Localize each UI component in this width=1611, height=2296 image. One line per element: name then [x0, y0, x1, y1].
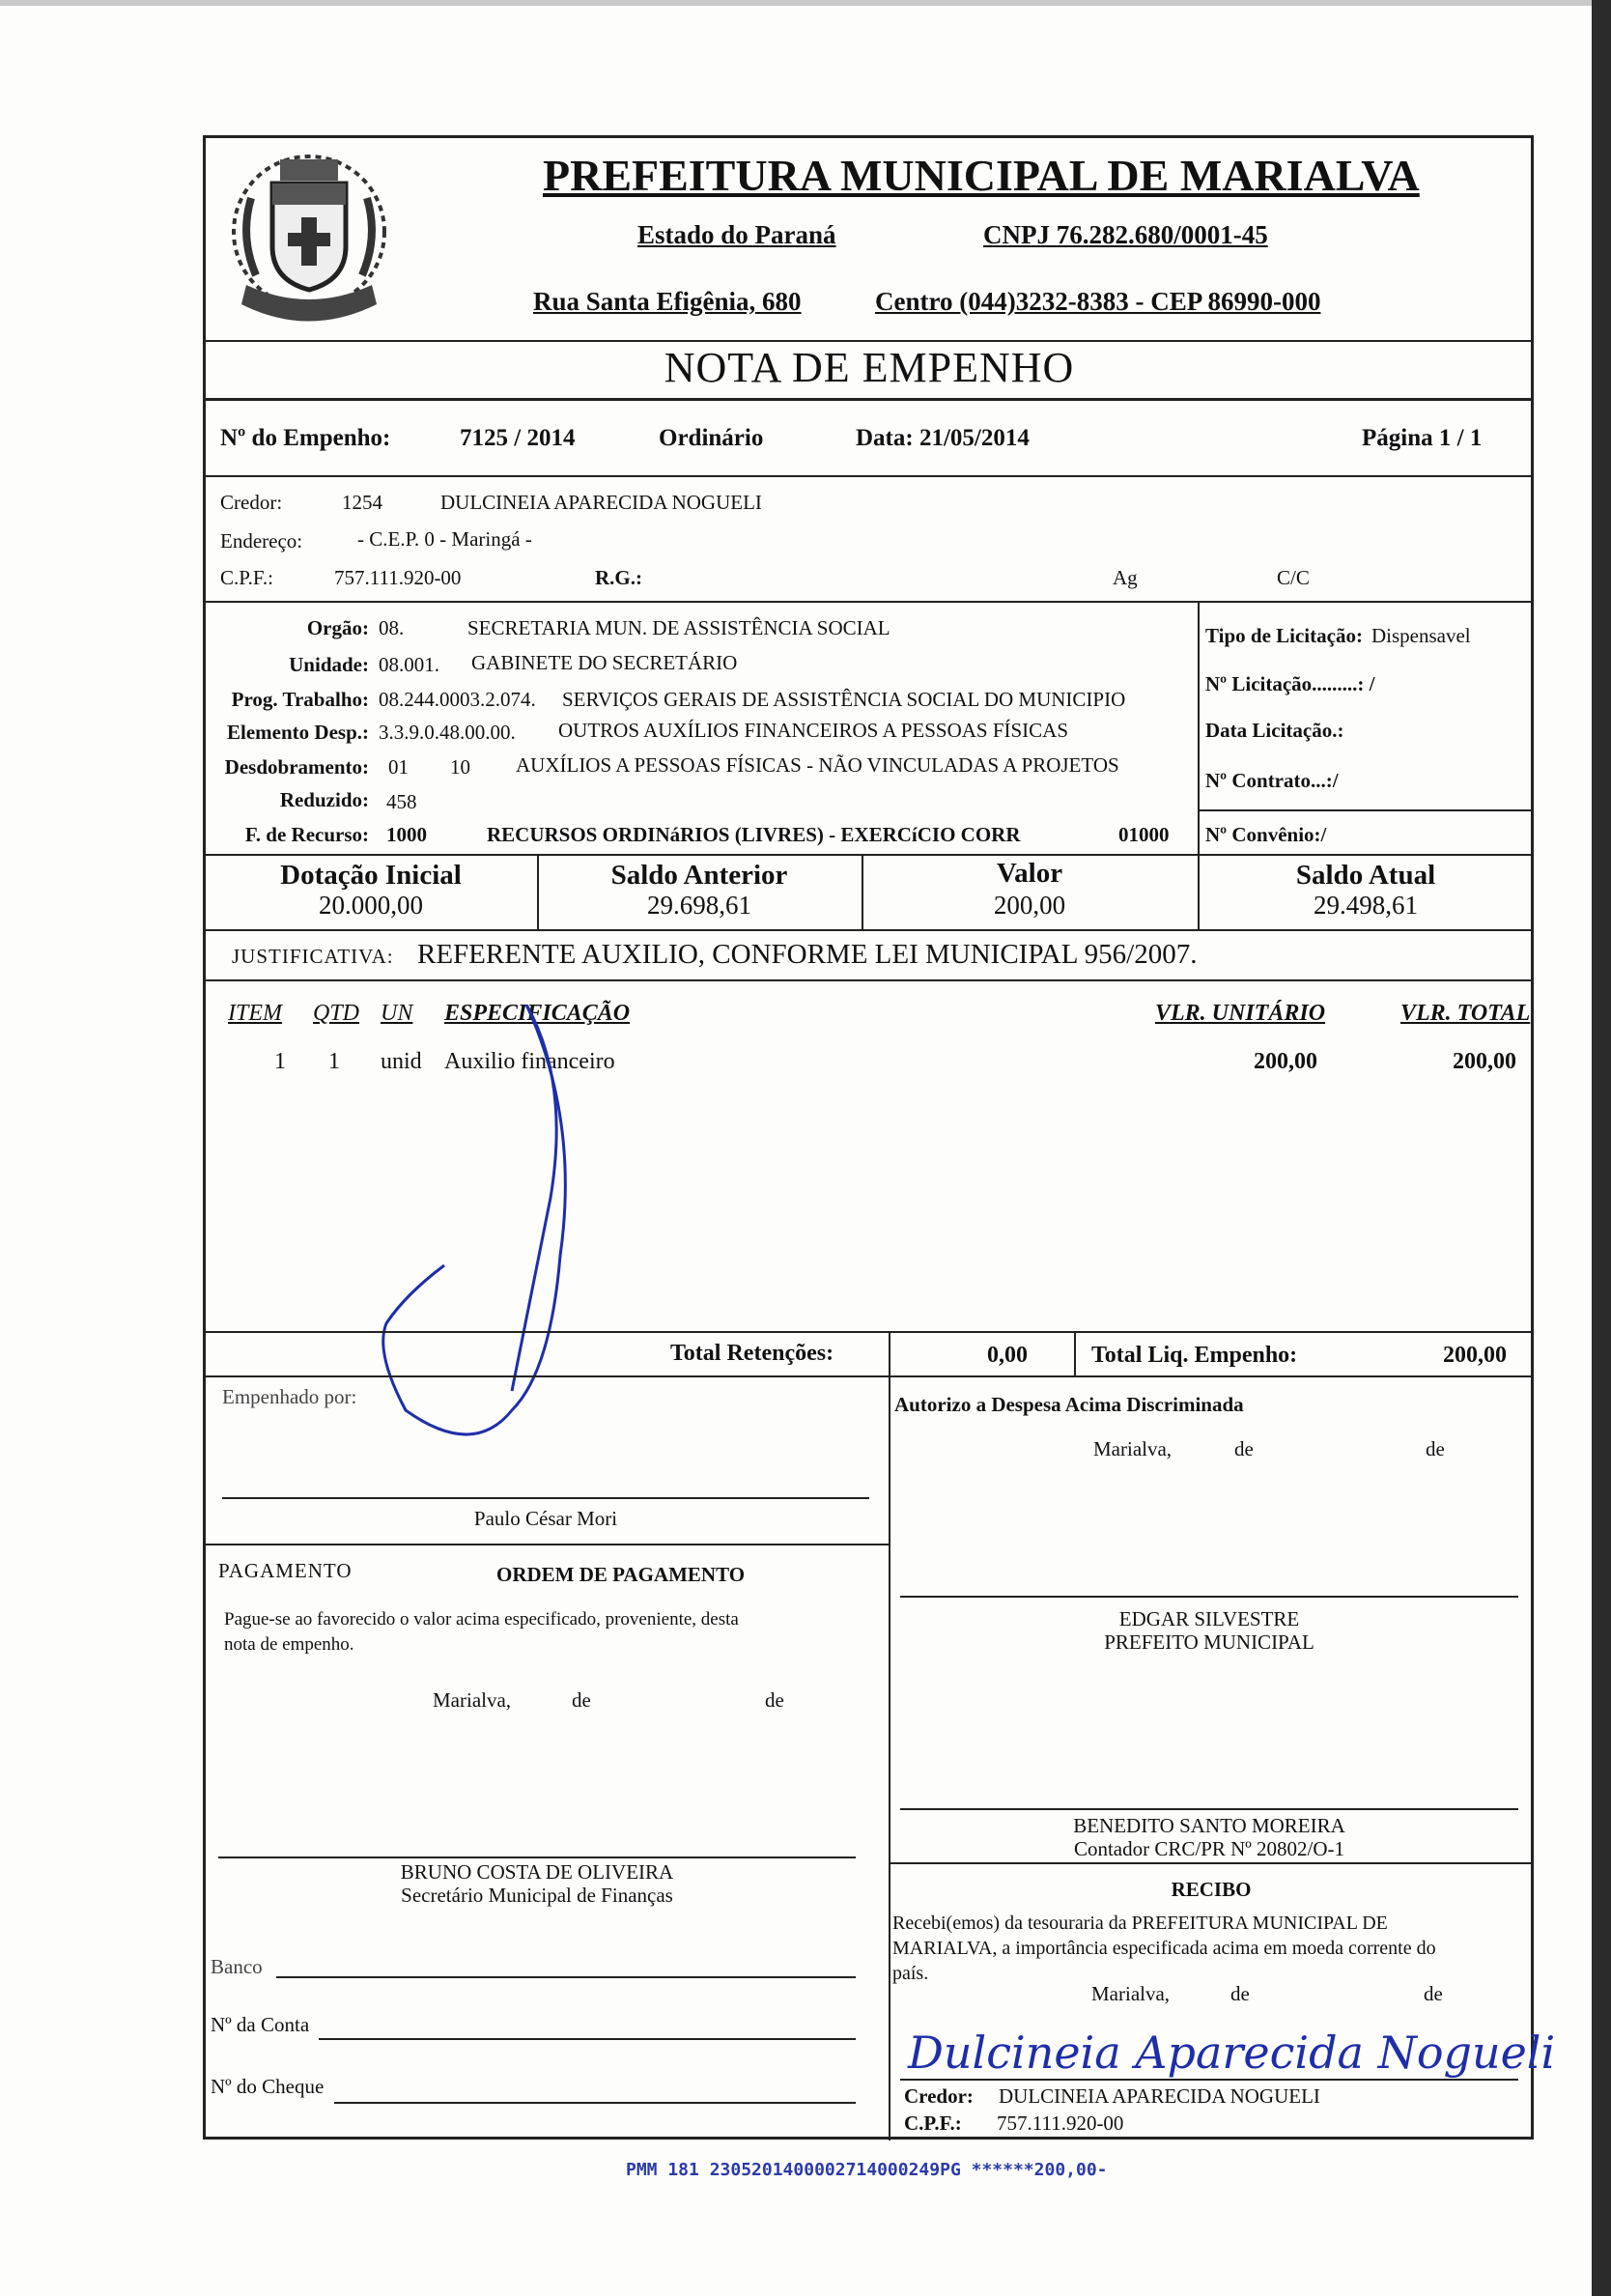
- recibo-text-2: MARIALVA, a importância especificada acima em moeda corrente do: [892, 1938, 1436, 1959]
- empenho-number-label: Nº do Empenho:: [220, 425, 391, 451]
- empenhado-nome: Paulo César Mori: [473, 1507, 618, 1530]
- address-contact: Centro (044)3232-8383 - CEP 86990-000: [875, 287, 1321, 316]
- elemento-name: OUTROS AUXÍLIOS FINANCEIROS A PESSOAS FÍSICAS: [558, 719, 1069, 742]
- orgao-code: 08.: [379, 616, 405, 639]
- divider: [205, 1375, 1534, 1377]
- prefeito-nome: EDGAR SILVESTRE: [1118, 1607, 1300, 1630]
- saldo-atual-label: Saldo Atual: [1295, 860, 1436, 891]
- ordem-pagamento-label: ORDEM DE PAGAMENTO: [496, 1563, 746, 1586]
- creditor-code: 1254: [342, 491, 382, 514]
- liquido-value: 200,00: [1443, 1343, 1507, 1368]
- rg-label: R.G.:: [595, 566, 642, 589]
- pagamento-de-1: de: [572, 1688, 591, 1712]
- pen-mark-icon: [367, 1005, 618, 1468]
- signature-line: [900, 1808, 1518, 1810]
- recibo-cpf-label: C.P.F.:: [904, 2112, 962, 2135]
- licitacao-number: Nº Licitação.........: /: [1205, 672, 1375, 695]
- un-cell: unid: [381, 1049, 422, 1074]
- cpf-label: C.P.F.:: [220, 566, 273, 589]
- total-value-cell: 200,00: [1453, 1049, 1516, 1074]
- divider: [1198, 601, 1200, 854]
- banco-line[interactable]: [276, 1976, 856, 1978]
- scan-edge-top: [0, 0, 1611, 6]
- desdobramento-code-2: 10: [450, 755, 470, 779]
- divider: [205, 340, 1534, 342]
- recibo-text-3: país.: [892, 1963, 929, 1984]
- recurso-label: F. de Recurso:: [244, 823, 369, 846]
- empenhado-por-label: Empenhado por:: [222, 1385, 357, 1408]
- divider: [205, 398, 1534, 401]
- address-label: Rua Santa Efigênia, 680: [533, 287, 802, 316]
- address-field-value: - C.E.P. 0 - Maringá -: [357, 527, 532, 551]
- recurso-name: RECURSOS ORDINáRIOS (LIVRES) - EXERCíCIO CORR: [487, 823, 1021, 846]
- dotacao-value: 20.000,00: [319, 891, 423, 920]
- unidade-name: GABINETE DO SECRETÁRIO: [471, 651, 738, 674]
- licitacao-type-label: Tipo de Licitação:: [1205, 624, 1363, 647]
- contador-nome: BENEDITO SANTO MOREIRA: [1073, 1814, 1345, 1837]
- desdobramento-label: Desdobramento:: [224, 755, 369, 779]
- pagamento-de-2: de: [765, 1688, 784, 1712]
- creditor-name: DULCINEIA APARECIDA NOGUELI: [440, 491, 762, 514]
- reduzido-value: 458: [386, 790, 417, 813]
- recibo-local: Marialva,: [1091, 1982, 1171, 2005]
- empenho-date: Data: 21/05/2014: [856, 425, 1030, 451]
- signature-line: [900, 2079, 1518, 2081]
- divider: [889, 1375, 890, 2140]
- recibo-text-1: Recebi(emos) da tesouraria da PREFEITURA MUNICIPAL DE: [892, 1913, 1388, 1934]
- contador-cargo: Contador CRC/PR Nº 20802/O-1: [1073, 1837, 1345, 1860]
- recibo-credor-name: DULCINEIA APARECIDA NOGUELI: [999, 2084, 1320, 2108]
- col-item-header: ITEM: [228, 1001, 282, 1026]
- pagamento-local: Marialva,: [433, 1688, 512, 1712]
- orgao-name: SECRETARIA MUN. DE ASSISTÊNCIA SOCIAL: [467, 616, 890, 639]
- secretario-cargo: Secretário Municipal de Finanças: [401, 1884, 673, 1907]
- recibo-title: RECIBO: [1171, 1878, 1252, 1901]
- prog-label: Prog. Trabalho:: [231, 688, 369, 711]
- col-un-header: UN: [381, 1001, 413, 1026]
- recibo-de-1: de: [1230, 1982, 1250, 2005]
- divider: [889, 1331, 890, 1375]
- convenio-number: Nº Convênio:/: [1205, 823, 1327, 846]
- desdobramento-code-1: 01: [388, 755, 409, 779]
- saldo-atual-value: 29.498,61: [1314, 891, 1418, 920]
- secretario-nome: BRUNO COSTA DE OLIVEIRA: [400, 1860, 674, 1884]
- municipality-title: PREFEITURA MUNICIPAL DE MARIALVA: [543, 151, 1420, 200]
- elemento-code: 3.3.9.0.48.00.00.: [379, 721, 516, 744]
- orgao-label: Orgão:: [306, 616, 369, 639]
- recurso-code: 1000: [386, 823, 427, 846]
- cheque-line[interactable]: [334, 2102, 856, 2104]
- coat-of-arms: [212, 140, 406, 333]
- cnpj-label: CNPJ 76.282.680/0001-45: [983, 220, 1268, 249]
- empenho-number: 7125 / 2014: [460, 425, 576, 451]
- justificativa-text: REFERENTE AUXILIO, CONFORME LEI MUNICIPAL 956/2007.: [417, 939, 1198, 970]
- divider: [205, 475, 1534, 477]
- licitacao-date: Data Licitação.:: [1205, 719, 1344, 742]
- page-number: Página 1 / 1: [1362, 425, 1483, 451]
- pagamento-text-1: Pague-se ao favorecido o valor acima especificado, proveniente, desta: [224, 1609, 739, 1630]
- elemento-label: Elemento Desp.:: [227, 721, 369, 744]
- divider: [205, 1331, 1534, 1333]
- desdobramento-name: AUXÍLIOS A PESSOAS FÍSICAS - NÃO VINCULADAS A PROJETOS: [516, 753, 1119, 777]
- pagamento-text-2: nota de empenho.: [224, 1634, 354, 1655]
- divider: [1198, 809, 1534, 811]
- unit-value-cell: 200,00: [1254, 1049, 1317, 1074]
- justificativa-label: JUSTIFICATIVA:: [232, 945, 394, 968]
- autorizo-de-1: de: [1234, 1437, 1254, 1460]
- cpf-value: 757.111.920-00: [334, 566, 462, 589]
- unidade-label: Unidade:: [289, 653, 369, 676]
- divider: [1074, 1331, 1076, 1375]
- cheque-label: Nº do Cheque: [211, 2075, 325, 2098]
- divider: [889, 1862, 1534, 1864]
- signature-line: [218, 1857, 856, 1858]
- recibo-credor-label: Credor:: [904, 2084, 974, 2108]
- retencoes-label: Total Retenções:: [670, 1341, 834, 1366]
- prog-code: 08.244.0003.2.074.: [379, 688, 536, 711]
- agency-label: Ag: [1113, 566, 1138, 589]
- prefeito-cargo: PREFEITO MUNICIPAL: [1104, 1630, 1314, 1654]
- divider: [205, 854, 1534, 856]
- col-unit-header: VLR. UNITÁRIO: [1155, 1001, 1326, 1026]
- scan-edge-right: [1592, 0, 1611, 2296]
- qtd-cell: 1: [328, 1049, 340, 1074]
- reduzido-label: Reduzido:: [279, 788, 369, 811]
- divider: [205, 601, 1534, 603]
- divider: [205, 1544, 889, 1545]
- divider: [205, 979, 1534, 981]
- recurso-fonte: 01000: [1118, 823, 1170, 846]
- signature-line: [222, 1497, 869, 1499]
- banco-label: Banco: [211, 1955, 263, 1978]
- state-label: Estado do Paraná: [637, 220, 836, 249]
- col-qtd-header: QTD: [313, 1001, 360, 1026]
- empenho-type: Ordinário: [659, 425, 764, 451]
- prog-name: SERVIÇOS GERAIS DE ASSISTÊNCIA SOCIAL DO MUNICIPIO: [562, 688, 1126, 711]
- autorizo-local: Marialva,: [1093, 1437, 1173, 1460]
- signature-line: [900, 1596, 1518, 1598]
- col-spec-header: ESPECIFICAÇÃO: [444, 1001, 631, 1026]
- spec-cell: Auxilio financeiro: [444, 1049, 615, 1074]
- authentication-stamp: PMM 181 2305201400002714000249PG ******200,00-: [626, 2160, 1108, 2180]
- liquido-label: Total Liq. Empenho:: [1091, 1343, 1298, 1368]
- item-cell: 1: [274, 1049, 286, 1074]
- unidade-code: 08.001.: [379, 653, 439, 676]
- contrato-number: Nº Contrato...:/: [1205, 769, 1339, 792]
- recibo-de-2: de: [1424, 1982, 1443, 2005]
- pagamento-label: PAGAMENTO: [218, 1559, 353, 1582]
- autorizo-label: Autorizo a Despesa Acima Discriminada: [894, 1393, 1244, 1416]
- dotacao-label: Dotação Inicial: [280, 860, 462, 891]
- account-label: C/C: [1277, 566, 1310, 589]
- saldo-anterior-value: 29.698,61: [647, 891, 751, 920]
- handwritten-signature: Dulcineia Aparecida Nogueli: [908, 2027, 1556, 2079]
- conta-label: Nº da Conta: [211, 2013, 310, 2036]
- saldo-anterior-label: Saldo Anterior: [610, 860, 788, 891]
- divider: [205, 929, 1534, 931]
- licitacao-type: Dispensavel: [1371, 624, 1471, 647]
- doc-title: NOTA DE EMPENHO: [664, 344, 1075, 391]
- retencoes-value: 0,00: [987, 1343, 1028, 1368]
- conta-line[interactable]: [319, 2038, 856, 2040]
- valor-label: Valor: [996, 858, 1063, 889]
- creditor-label: Credor:: [220, 491, 283, 514]
- recibo-cpf-value: 757.111.920-00: [997, 2112, 1124, 2135]
- valor-value: 200,00: [993, 891, 1066, 920]
- autorizo-de-2: de: [1426, 1437, 1445, 1460]
- col-total-header: VLR. TOTAL: [1400, 1001, 1531, 1026]
- address-field-label: Endereço:: [220, 529, 303, 553]
